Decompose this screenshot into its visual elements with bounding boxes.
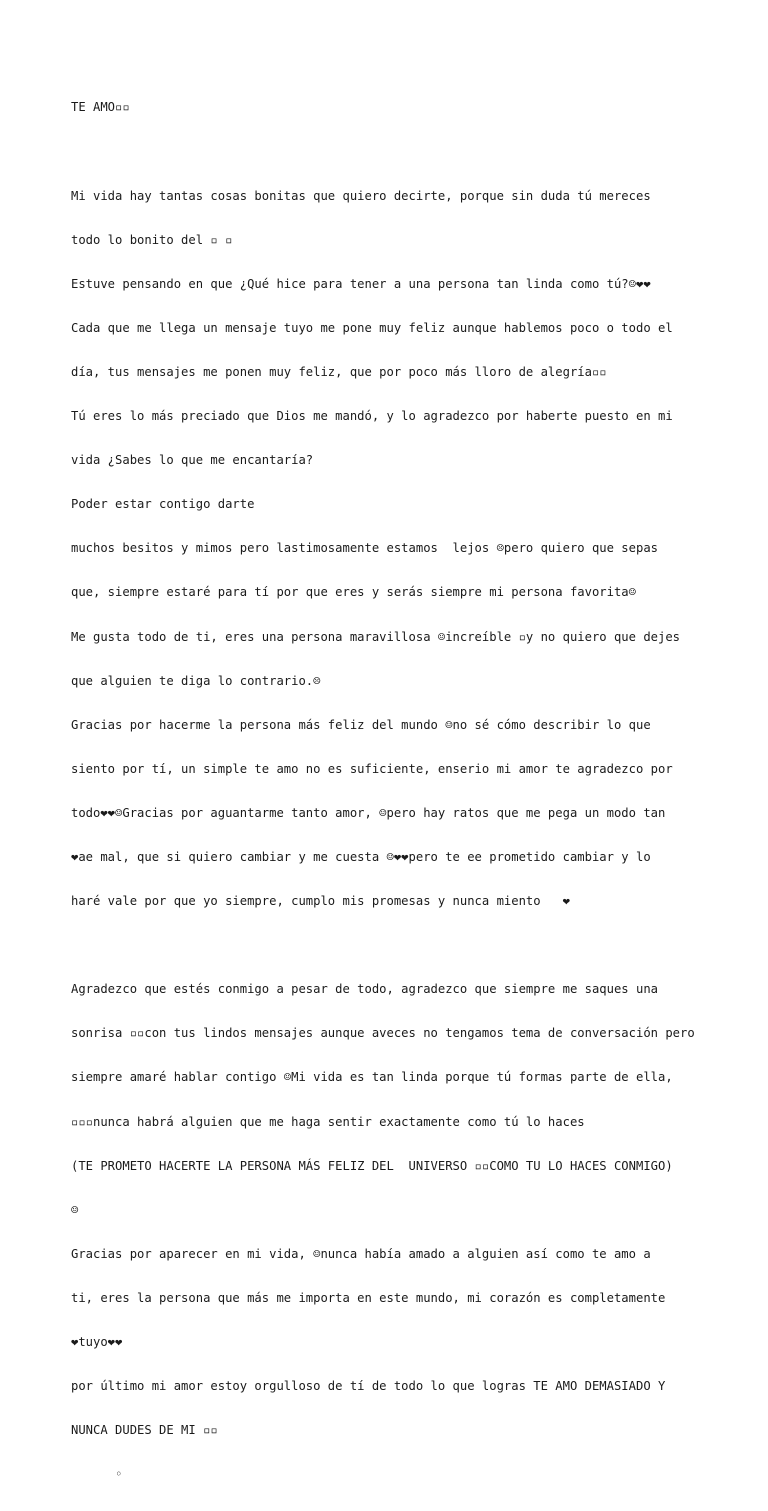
text-line — [71, 938, 731, 953]
text-line: ▫▫▫nunca habrá alguien que me haga sentir exactamente como tú lo haces — [71, 1114, 585, 1129]
text-line: Cada que me llega un mensaje tuyo me pone muy feliz aunque hablemos poco o todo el — [71, 320, 673, 335]
text-line: siempre amaré hablar contigo ☺Mi vida es tan linda porque tú formas parte de ella, — [71, 1070, 673, 1085]
text-line: Gracias por hacerme la persona más feliz del mundo ☺no sé cómo describir lo que — [71, 717, 651, 732]
text-line: Poder estar contigo darte — [71, 497, 255, 512]
text-line: ☺ — [71, 1202, 79, 1217]
text-line: sonrisa ▫▫con tus lindos mensajes aunque aveces no tengamos tema de conversación pero — [71, 1026, 695, 1041]
text-line: todo lo bonito del ▫ ▫ — [71, 232, 233, 247]
text-line: todo❤❤☺Gracias por aguantarme tanto amor, ☺pero hay ratos que me pega un modo tan — [71, 805, 666, 820]
text-line: NUNCA DUDES DE MI ▫▫ — [71, 1423, 218, 1438]
text-line: Agradezco que estés conmigo a pesar de todo, agradezco que siempre me saques una — [71, 982, 658, 997]
text-line: ❤tuyo❤❤ — [71, 1335, 123, 1350]
text-line: ◦ — [71, 1467, 123, 1482]
text-line: Estuve pensando en que ¿Qué hice para tener a una persona tan linda como tú?☺❤❤ — [71, 276, 651, 291]
letter-title: TE AMO▫▫ — [71, 100, 130, 115]
text-line: (TE PROMETO HACERTE LA PERSONA MÁS FELIZ DEL UNIVERSO ▫▫COMO TU LO HACES CONMIGO) — [71, 1158, 673, 1173]
text-line — [71, 145, 731, 160]
text-line: que, siempre estaré para tí por que eres y serás siempre mi persona favorita☺ — [71, 585, 636, 600]
text-line: Me gusta todo de ti, eres una persona maravillosa ☺increíble ▫y no quiero que dejes — [71, 629, 681, 644]
text-line: que alguien te diga lo contrario.☹ — [71, 673, 321, 688]
text-line: Tú eres lo más preciado que Dios me mandó, y lo agradezco por haberte puesto en mi — [71, 409, 673, 424]
text-line: haré vale por que yo siempre, cumplo mis promesas y nunca miento ❤ — [71, 894, 570, 909]
text-line: día, tus mensajes me ponen muy feliz, que por poco más lloro de alegría▫▫ — [71, 364, 607, 379]
letter-text — [71, 71, 731, 1511]
text-line: por último mi amor estoy orgulloso de tí de todo lo que logras TE AMO DEMASIADO Y — [71, 1379, 666, 1394]
text-line: muchos besitos y mimos pero lastimosamente estamos lejos ☹pero quiero que sepas — [71, 541, 658, 556]
text-line: vida ¿Sabes lo que me encantaría? — [71, 453, 314, 468]
text-line: Gracias por aparecer en mi vida, ☺nunca había amado a alguien así como te amo a — [71, 1246, 651, 1261]
text-line: Mi vida hay tantas cosas bonitas que quiero decirte, porque sin duda tú mereces — [71, 188, 651, 203]
text-line: ti, eres la persona que más me importa en este mundo, mi corazón es completamente — [71, 1290, 666, 1305]
text-line: ❤ae mal, que si quiero cambiar y me cuesta ☺❤❤pero te ee prometido cambiar y lo — [71, 850, 651, 864]
text-line: siento por tí, un simple te amo no es suficiente, enserio mi amor te agradezco por — [71, 761, 673, 776]
